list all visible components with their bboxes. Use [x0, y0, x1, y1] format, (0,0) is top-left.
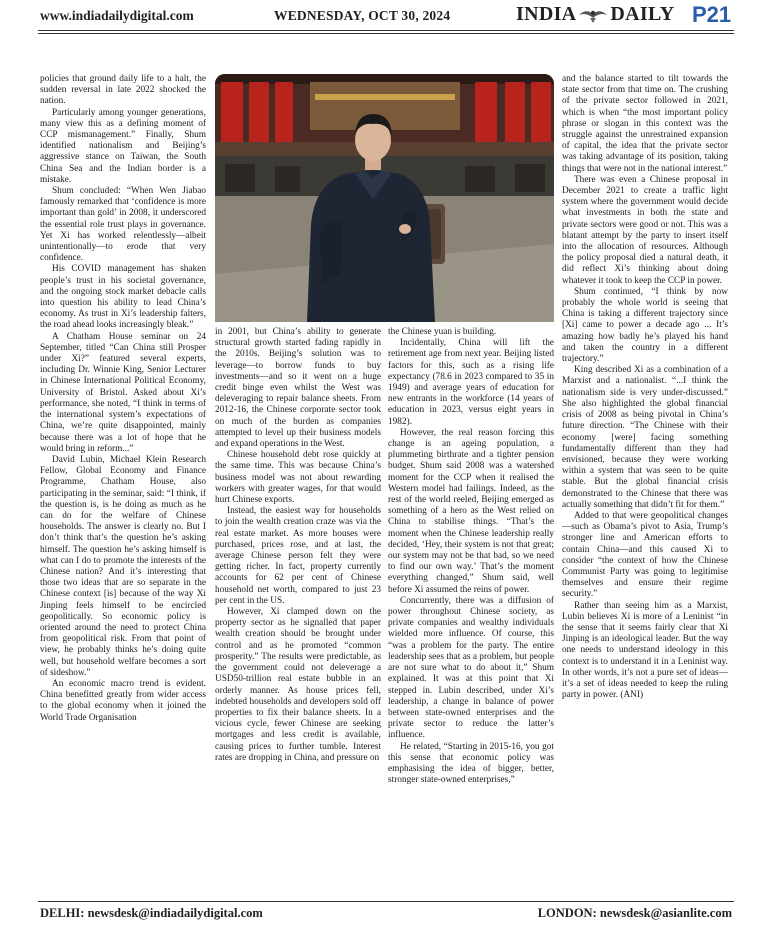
paragraph: Instead, the easiest way for households to join the wealth creation craze was via the real estate market. As more houses were purchased, prices rose, and at last, the average Chinese person felt they were getting richer. In fact, property currently accounts for 62 per cent of Chinese household net worth, compared to just 23 per cent in the US. [215, 506, 381, 606]
article-photo [215, 74, 554, 322]
column-2 [215, 327, 381, 895]
paragraph: An economic macro trend is evident. China benefitted greatly from wider access to the global economy when it joined the World Trade Organisation [40, 678, 206, 723]
header-rule [38, 30, 734, 34]
paragraph: Concurrently, there was a diffusion of power throughout Chinese society, as private companies and wealthy individuals wielded more influence. Of course, this “was a problem for the party. The entire leadership sees that as a problem, but people are not sure what to do about it,” Shum explained. It was at this point that Xi stepped in. Lubin described, under Xi’s leadership, a change in balance of power between state-owned enterprises and the private sector to reduce the latter’s influence. [388, 595, 554, 741]
paragraph: A Chatham House seminar on 24 September, titled “Can China still Prosper under Xi?” featured several experts, including Dr. Winnie King, Senior Lecturer in Chinese International Political Economy, University of Bristol. Asked about Xi’s performance, she noted, “I think in terms of the international system’s expectations of China, we’re quite disappointed, mainly because there was a lot of hope that he would bring in reform...” [40, 331, 206, 454]
eagle-emblem-icon [578, 6, 608, 24]
paragraph: David Lubin, Michael Klein Research Fellow, Global Economy and Finance Programme, Chatham House, also participating in the seminar, said: “I think, if the question is, is he doing as much as he can do for the welfare of Chinese households. The answer is clearly no. But I don’t think that’s the question he’s asking himself. The question he’s asking himself is what can I do to promote the interests of the Chinese nation? And it’s interesting that those two ideas that are so separate in the Chinese context [is] because of the way Xi Jinping feels himself to be encircled geopolitically. So economic policy is oriented around the need to protect China from geopolitical risk. From that point of view, he probably thinks he’s doing quite well, but household welfare becomes a sort of sideshow.” [40, 454, 206, 678]
paragraph: Particularly among younger generations, many view this as a defining moment of CCP mismanagement.” Finally, Shum identified nationalism and Beijing’s aggressive stance on Taiwan, the South China Sea and the Indian border is a mistake. [40, 107, 206, 185]
paragraph: Rather than seeing him as a Marxist, Lubin believes Xi is more of a Leninist “in the sense that it seems fairly clear that Xi Jinping is an ideological leader. But the way one needs to understand ideology in this context is to understand it in a Leninist way. In other words, it’s not a pure set of ideas—it’s a set of ideas needed to keep the ruling party in power. (ANI) [562, 600, 728, 701]
page-number: P21 [692, 2, 732, 27]
logo-word-left: INDIA [516, 3, 577, 25]
paragraph: There was even a Chinese proposal in December 2021 to create a traffic light system where the government would decide what investments in both the state and private sectors were good or not. This was a blatant attempt by the party to insert itself into the allocation of resources. Although the policy proposal died a natural death, it did reflect Xi’s thinking about doing whatever it took to keep the CCP in power. [562, 174, 728, 286]
paragraph: He related, “Starting in 2015-16, you got this sense that economic policy was emphasising the idea of bigger, better, stronger state-owned enterprises,” [388, 741, 554, 786]
paragraph: the Chinese yuan is building. [388, 327, 497, 337]
paragraph: Added to that were geopolitical changes—such as Obama’s pivot to Asia, Trump’s stronger line and American efforts to contain China—and this caused Xi to consider “the context of how the Chinese Communist Party was going to legitimise themselves and ensure their regime security.” [562, 510, 728, 600]
site-url: www.indiadailydigital.com [40, 8, 194, 23]
paragraph: However, Xi clamped down on the property sector as he signalled that paper wealth creation should be brought under control and as he promoted “common prosperity.” The results were predictable, as the government could not deleverage a USD50-trillion real estate bubble in an orderly manner. As house prices fell, indebted households and developers sold off properties to fix their balance sheets. In a vicious cycle, fewer Chinese are seeking mortgages and less credit is available, causing prices to further tumble. Interest rates are dropping in China, and pressure on [215, 607, 381, 763]
paragraph: However, the real reason forcing this change is an ageing population, a plummeting birthrate and a tighter pension budget. Shum said 2008 was a watershed moment for the CCP when it realised the Western model had failings. Indeed, as the rest of the world reeled, Beijing emerged as something of a hero as the West relied on China to stabilise things. “That’s the moment when the Chinese leadership really decided, ‘Hey, their system is not that great; our system may not be that bad, so we need to find our own way.’ That’s the moment everything changed,” Shum said, well before Xi assumed the reins of power. [388, 427, 554, 595]
paragraph: and the balance started to tilt towards the state sector from that time on. The crushing of the private sector followed in 2021, which is when “the most important policy phrase or slogan in this context was the struggle against the unrestrained expansion of capital, the idea that the private sector was taking advantage of its position, taking things that were not in the national interest.” [562, 74, 728, 174]
paragraph: His COVID management has shaken people’s trust in his societal governance, and the ongoing stock market debacle calls into question his ability to lead China’s economy. As trust in Xi’s leadership falters, the road ahead looks increasingly bleak.” [40, 264, 206, 331]
paragraph: policies that ground daily life to a halt, the sudden reversal in late 2022 shocked the nation. [40, 74, 206, 107]
paragraph: Chinese household debt rose quickly at the same time. This was because China’s business model was not about rewarding workers with greater wages, for that would hurt Chinese exports. [215, 450, 381, 506]
paragraph: Incidentally, China will lift the retirement age from next year. Beijing listed factors for this, such as a rising life expectancy (78.6 in 2023 compared to 35 in 1949) and average years of education for new entrants in the workforce (14 years of education in 2023, versus eight years in 1982). [388, 338, 554, 427]
column-3 [388, 327, 554, 895]
paragraph: Shum concluded: “When Wen Jiabao famously remarked that ‘confidence is more important than gold’ in 2008, it underscored the essential role trust plays in governance. Yet Xi has worked relentlessly—albeit unintentionally—to erode that very confidence. [40, 186, 206, 264]
paragraph: Shum continued, “I think by now probably the whole world is seeing that China is taking a different trajectory since [Xi] came to power a decade ago ... It’s amazing how badly he’s played his hand and taken the country in a different trajectory.” [562, 286, 728, 365]
masthead-logo [516, 3, 675, 26]
london-contact: LONDON: newsdesk@asianlite.com [537, 906, 732, 920]
column-4 [562, 74, 728, 896]
logo-word-right: DAILY [610, 3, 675, 25]
column-1 [40, 74, 206, 896]
paragraph: King described Xi as a combination of a Marxist and a nationalist. “...I think the nationalism side is very under-discussed.” She also highlighted the global financial crisis of 2008 as being pivotal in China’s future direction. “The Chinese with their economy [were] facing something fundamentally different than they had envisioned, because they were working within a system that was seen to be quite stable. But the global financial crisis demonstrated to the Chinese that there was actually something that didn’t fit for them.” [562, 365, 728, 510]
delhi-contact: DELHI: newsdesk@indiadailydigital.com [40, 906, 263, 920]
issue-date: WEDNESDAY, OCT 30, 2024 [274, 8, 451, 23]
paragraph: in 2001, but China’s ability to generate structural growth started fading rapidly in the 2010s. Beijing’s solution was to leverage—to borrow funds to buy investments—and so it went on a huge credit binge even whilst the West was deleveraging to repair balance sheets. From 2012-16, the Chinese corporate sector took on much of the burden as companies attempted to level up their business models and expand operations in the West. [215, 327, 381, 450]
footer-rule [38, 901, 734, 902]
